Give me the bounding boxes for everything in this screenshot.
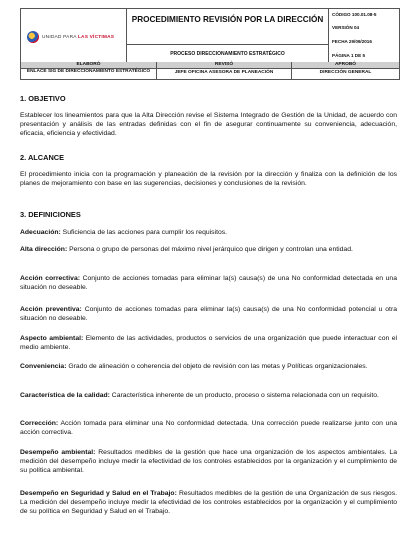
elaboro-header: ELABORÓ xyxy=(21,62,156,69)
definition-item xyxy=(20,334,397,352)
definition-text: Grado de alineación o coherencia del objeto de revisión con las metas y Políticas organizacionales. xyxy=(66,363,368,370)
reviso-column xyxy=(157,62,292,79)
page-label: PÁGINA 1 DE 5 xyxy=(332,53,366,58)
aprobo-value: DIRECCIÓN GENERAL xyxy=(319,70,372,75)
definition-text: Suficiencia de las acciones para cumplir los requisitos. xyxy=(60,229,228,236)
definition-text: Característica inherente de un producto, proceso o sistema relacionada con un requisito. xyxy=(109,392,379,399)
definition-text: Elemento de las actividades, productos o servicios de una organización que puede interactuar con el medio ambiente. xyxy=(20,335,397,351)
definition-item xyxy=(20,419,397,437)
elaboro-column xyxy=(21,62,157,79)
date-label: FECHA 29/09/2016 xyxy=(332,39,372,44)
reviso-value: JEFE OFICINA ASESORA DE PLANEACIÓN xyxy=(174,70,274,75)
objetivo-text: Establecer los lineamientos para que la Alta Dirección revise el Sistema Integrado de Gestión de la Unidad, de acuerdo con presentación y análisis de las entradas definidas con el fin de asegurar continuamente su conveniencia, adecuación, eficacia, eficiencia y efectividad. xyxy=(20,112,397,137)
definition-term: Acción preventiva: xyxy=(20,306,82,313)
definition-term: Característica de la calidad: xyxy=(20,392,110,399)
definition-term: Adecuación: xyxy=(20,229,61,236)
definition-text: Acción tomada para eliminar una No conformidad detectada. Una corrección puede realizarse junto con una acción correctiva. xyxy=(20,420,397,436)
definition-term: Alta dirección: xyxy=(20,246,68,253)
definition-text: Conjunto de acciones tomadas para eliminar la(s) causa(s) de una No conformidad detectada en una situación no deseable. xyxy=(20,275,397,291)
definition-term: Aspecto ambiental: xyxy=(20,335,84,342)
logo-cell xyxy=(21,9,127,63)
process-name: PROCESO DIRECCIONAMIENTO ESTRATÉGICO xyxy=(170,51,285,57)
section-heading-alcance: 2. ALCANCE xyxy=(20,153,65,162)
definition-item xyxy=(20,245,397,254)
reviso-header: REVISÓ xyxy=(157,62,291,69)
definition-text: Conjunto de acciones tomadas para eliminar la(s) causa(s) de una No conformidad potencial u otra situación no deseable. xyxy=(20,306,397,322)
logo-text-prefix: UNIDAD PARA xyxy=(42,34,78,40)
definition-item xyxy=(20,305,397,323)
document-title: PROCEDIMIENTO REVISIÓN POR LA DIRECCIÓN xyxy=(127,9,328,45)
logo-text xyxy=(42,35,114,40)
definition-text: Persona o grupo de personas del máximo nivel jerárquico que dirigen y controlan una entidad. xyxy=(67,246,353,253)
elaboro-value: ENLACE SIG DE DIRECCIONAMIENTO ESTRATÉGICO xyxy=(26,69,151,74)
definition-term: Corrección: xyxy=(20,420,59,427)
definition-item xyxy=(20,228,397,237)
crest-icon xyxy=(27,31,39,43)
definition-item xyxy=(20,391,397,400)
document-header xyxy=(20,8,400,64)
definition-text: Resultados medibles de la gestión que hace una organización de los aspectos ambientales. La medición del desempeño incluye medir la efectividad de los controles establecidos por la organización y el cumplimiento de su política ambiental. xyxy=(20,449,397,474)
unidad-victimas-logo xyxy=(27,31,114,43)
alcance-text: El procedimiento inicia con la programación y planeación de la revisión por la dirección y finaliza con la definición de los planes de mejoramiento con base en las sugerencias, decisiones y conclusiones de la revisión. xyxy=(20,171,397,187)
definition-term: Conveniencia: xyxy=(20,363,67,370)
aprobo-column xyxy=(292,62,399,79)
definition-item xyxy=(20,489,397,516)
definition-term: Desempeño en Seguridad y Salud en el Trabajo: xyxy=(20,490,177,497)
logo-text-emph: LAS VÍCTIMAS xyxy=(77,34,115,40)
definition-item xyxy=(20,362,397,371)
definition-item xyxy=(20,448,397,475)
signature-table xyxy=(20,62,400,80)
document-meta xyxy=(328,9,400,63)
version-label: VERSIÓN 04 xyxy=(332,25,360,30)
definition-term: Acción correctiva: xyxy=(20,275,81,282)
section-heading-objetivo: 1. OBJETIVO xyxy=(20,94,66,103)
definition-item xyxy=(20,274,397,292)
definition-term: Desempeño ambiental: xyxy=(20,449,96,456)
aprobo-header: APROBÓ xyxy=(292,62,399,69)
section-heading-definiciones: 3. DEFINICIONES xyxy=(20,210,81,219)
code-label: CÓDIGO 100.01.08-5 xyxy=(332,12,377,17)
definition-text: Resultados medibles de la gestión de una Organización de sus riesgos. La medición del desempeño incluye medir la efectividad de los controles establecidos por la organización y el cumplimiento de su política en Seguridad y Salud en el Trabajo. xyxy=(20,490,397,515)
